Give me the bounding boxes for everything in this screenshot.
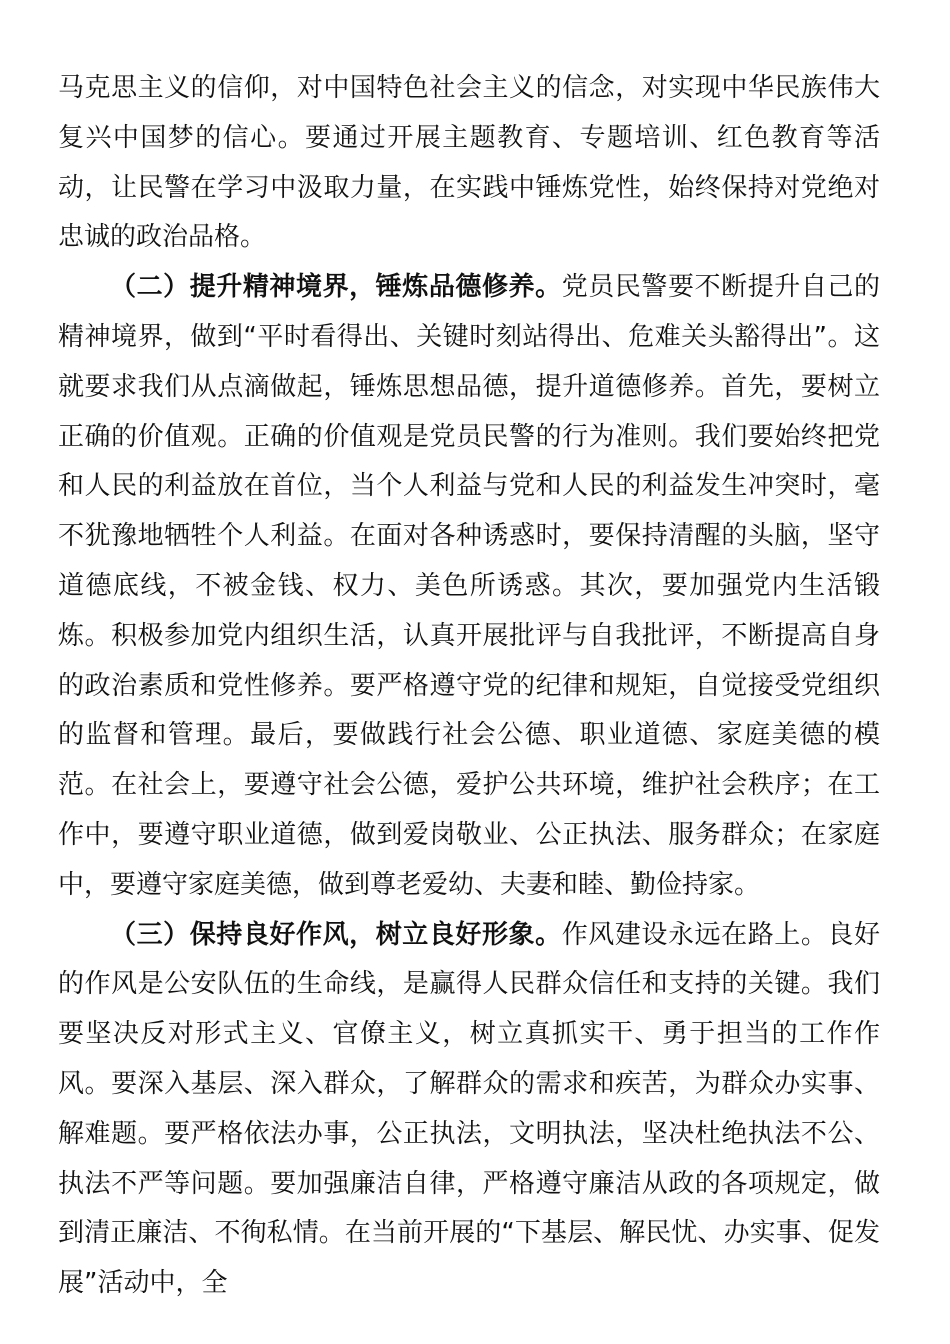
paragraph-section-two bbox=[58, 263, 880, 910]
paragraph-section-three bbox=[58, 911, 880, 1309]
document-page bbox=[58, 64, 880, 1309]
section-two-heading: （二）提升精神境界，锤炼品德修养。 bbox=[110, 272, 562, 303]
section-three-body: 作风建设永远在路上。良好的作风是公安队伍的生命线，是赢得人民群众信任和支持的关键。我们要坚决反对形式主义、官僚主义，树立真抓实干、勇于担当的工作作风。要深入基层、深入群众，了解群众的需求和疾苦，为群众办实事、解难题。要严格依法办事，公正执法，文明执法，坚决杜绝执法不公、执法不严等问题。要加强廉洁自律，严格遵守廉洁从政的各项规定，做到清正廉洁、不徇私情。在当前开展的“下基层、解民忧、办实事、促发展”活动中，全 bbox=[58, 919, 880, 1299]
section-two-body: 党员民警要不断提升自己的精神境界，做到“平时看得出、关键时刻站得出、危难关头豁得出”。这就要求我们从点滴做起，锤炼思想品德，提升道德修养。首先，要树立正确的价值观。正确的价值观是党员民警的行为准则。我们要始终把党和人民的利益放在首位，当个人利益与党和人民的利益发生冲突时，毫不犹豫地牺牲个人利益。在面对各种诱惑时，要保持清醒的头脑，坚守道德底线，不被金钱、权力、美色所诱惑。其次，要加强党内生活锻炼。积极参加党内组织生活，认真开展批评与自我批评，不断提高自身的政治素质和党性修养。要严格遵守党的纪律和规矩，自觉接受党组织的监督和管理。最后，要做践行社会公德、职业道德、家庭美德的模范。在社会上，要遵守社会公德，爱护公共环境，维护社会秩序；在工作中，要遵守职业道德，做到爱岗敬业、公正执法、服务群众；在家庭中，要遵守家庭美德，做到尊老爱幼、夫妻和睦、勤俭持家。 bbox=[58, 272, 880, 900]
paragraph-1-text: 马克思主义的信仰，对中国特色社会主义的信念，对实现中华民族伟大复兴中国梦的信心。要通过开展主题教育、专题培训、红色教育等活动，让民警在学习中汲取力量，在实践中锤炼党性，始终保持对党绝对忠诚的政治品格。 bbox=[58, 73, 880, 253]
section-three-heading: （三）保持良好作风，树立良好形象。 bbox=[110, 919, 562, 950]
paragraph-continuation bbox=[58, 64, 880, 263]
